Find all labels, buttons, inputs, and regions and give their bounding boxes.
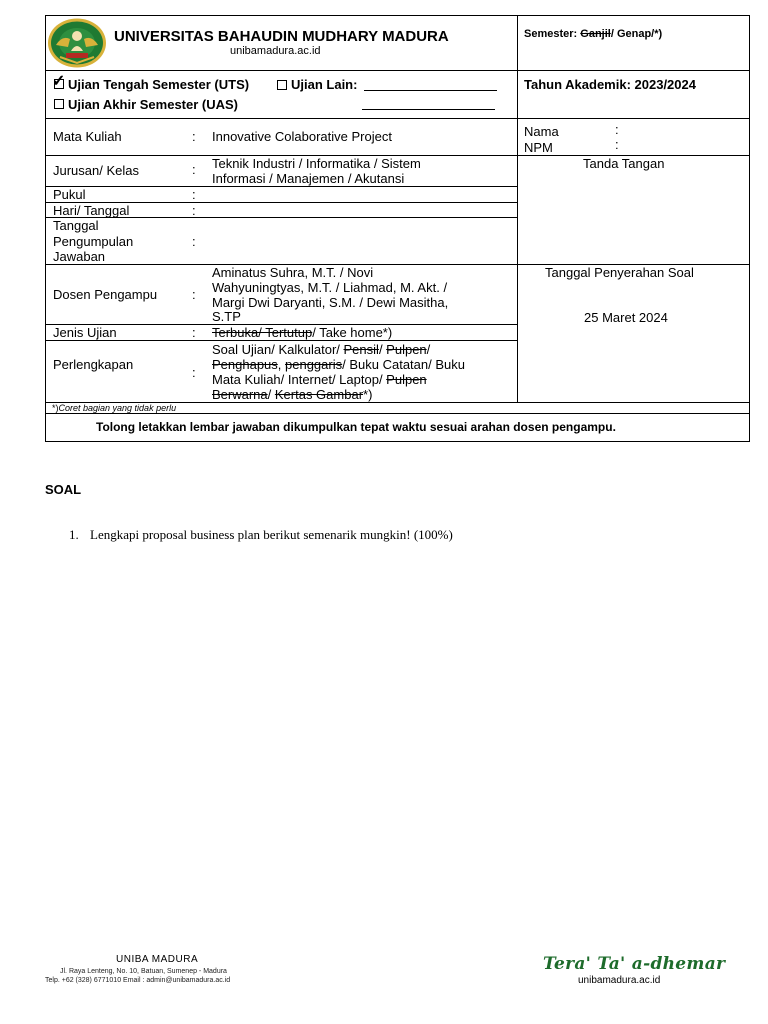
uts-label: Ujian Tengah Semester (UTS)	[68, 77, 250, 92]
lecturer-line-4: S.TP	[212, 309, 241, 324]
equipment-line-2: Penghapus, penggaris/ Buku Catatan/ Buku	[212, 357, 465, 372]
footer-org: UNIBA MADURA	[116, 954, 199, 965]
equipment-line-3: Mata Kuliah/ Internet/ Laptop/ Pulpen	[212, 372, 427, 387]
name-colon: :	[615, 122, 619, 137]
questions-heading: SOAL	[45, 482, 82, 497]
equipment-line-4: Berwarna/ Kertas Gambar*)	[212, 387, 373, 402]
date-colon: :	[192, 203, 196, 218]
instruction-text: Tolong letakkan lembar jawaban dikumpulkan tepat waktu sesuai arahan dosen pengampu.	[96, 420, 616, 434]
lecturer-line-3: Margi Dwi Daryanti, S.M. / Dewi Masitha,	[212, 295, 449, 310]
department-value-2: Informasi / Manajemen / Akutansi	[212, 171, 405, 186]
uas-label: Ujian Akhir Semester (UAS)	[68, 97, 239, 112]
equipment-label: Perlengkapan	[53, 357, 134, 372]
department-colon: :	[192, 162, 196, 177]
semester-field: Semester: Ganjil/ Genap/*)	[524, 28, 663, 40]
submit-label-1: Tanggal	[53, 218, 99, 233]
other-exam-blank-2	[362, 109, 495, 110]
uas-checkbox[interactable]	[54, 99, 64, 109]
date-label: Hari/ Tanggal	[53, 203, 130, 218]
lecturer-colon: :	[192, 287, 196, 302]
npm-colon: :	[615, 137, 619, 152]
npm-label: NPM	[524, 140, 553, 155]
time-label: Pukul	[53, 187, 86, 202]
course-label: Mata Kuliah	[53, 129, 122, 144]
lecturer-line-2: Wahyuningtyas, M.T. / Liahmad, M. Akt. /	[212, 280, 448, 295]
course-colon: :	[192, 129, 196, 144]
footer-address: Jl. Raya Lenteng, No. 10, Batuan, Sumenep - Madura	[60, 968, 227, 975]
other-exam-checkbox[interactable]	[277, 80, 287, 90]
footer-motto: Tera' Ta' a-dhemar	[543, 954, 726, 974]
university-logo	[46, 17, 108, 69]
department-label: Jurusan/ Kelas	[53, 163, 139, 178]
time-colon: :	[192, 187, 196, 202]
university-website: unibamadura.ac.id	[230, 45, 321, 57]
name-label: Nama	[524, 124, 559, 139]
footer-website: unibamadura.ac.id	[578, 975, 661, 986]
academic-year: Tahun Akademik: 2023/2024	[524, 77, 696, 92]
other-exam-blank	[364, 90, 497, 91]
submit-colon: :	[192, 234, 196, 249]
submit-label-2: Pengumpulan	[53, 234, 134, 249]
university-name: UNIVERSITAS BAHAUDIN MUDHARY MADURA	[114, 28, 449, 45]
course-value: Innovative Colaborative Project	[212, 129, 392, 144]
submit-label-3: Jawaban	[53, 249, 106, 264]
handover-date: 25 Maret 2024	[584, 310, 668, 325]
lecturer-label: Dosen Pengampu	[53, 287, 158, 302]
equipment-line-1: Soal Ujian/ Kalkulator/ Pensil/ Pulpen/	[212, 342, 431, 357]
footer-contact: Telp. +62 (328) 6771010 Email : admin@unibamadura.ac.id	[45, 977, 231, 984]
strike-note: *)Coret bagian yang tidak perlu	[52, 403, 177, 413]
question-1-text: Lengkapi proposal business plan berikut semenarik mungkin! (100%)	[90, 527, 453, 542]
question-1-number: 1.	[69, 527, 79, 542]
uts-checkbox[interactable]	[54, 79, 64, 89]
handover-label: Tanggal Penyerahan Soal	[545, 265, 694, 280]
exam-kind-label: Jenis Ujian	[53, 325, 117, 340]
exam-kind-value: Terbuka/ Tertutup/ Take home*)	[212, 325, 393, 340]
department-value-1: Teknik Industri / Informatika / Sistem	[212, 156, 421, 171]
exam-kind-colon: :	[192, 325, 196, 340]
signature-label: Tanda Tangan	[583, 156, 665, 171]
checkmark-icon: ✓	[52, 73, 66, 90]
other-exam-label: Ujian Lain:	[291, 77, 358, 92]
equipment-colon: :	[192, 365, 196, 380]
lecturer-line-1: Aminatus Suhra, M.T. / Novi	[212, 265, 374, 280]
